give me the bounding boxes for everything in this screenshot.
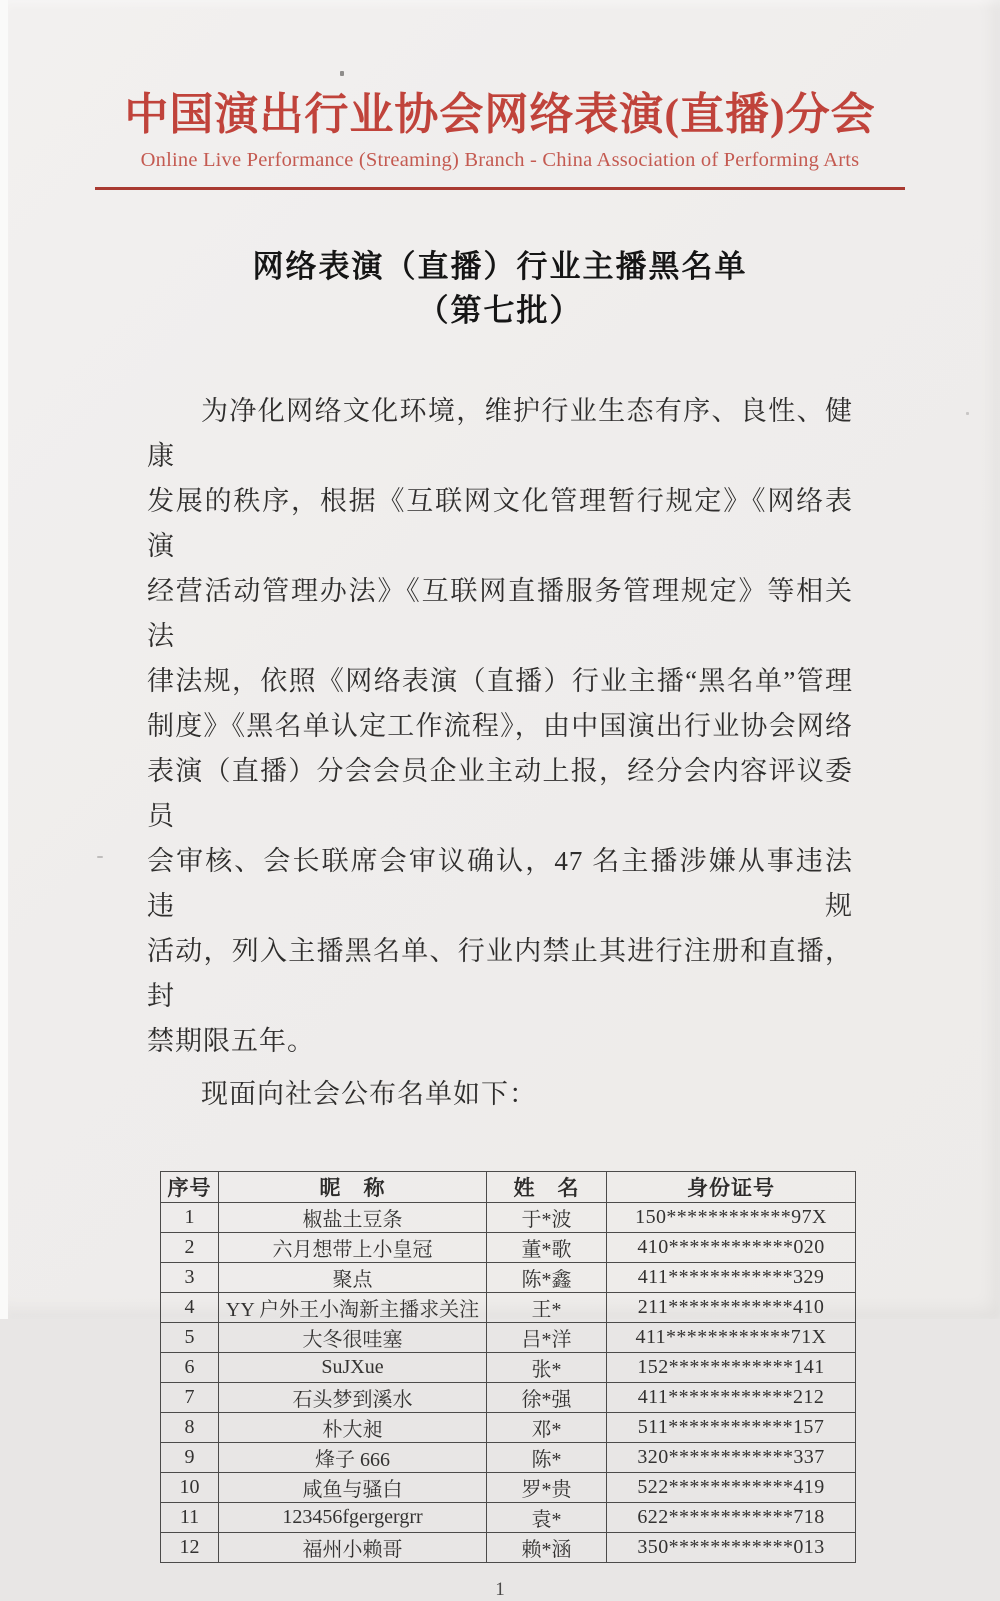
body-line: 制度》《黑名单认定工作流程》，由中国演出行业协会网络 (147, 711, 853, 741)
cell-index: 2 (161, 1233, 219, 1263)
cell-nickname: 咸鱼与骚白 (219, 1473, 487, 1503)
cell-name: 陈*鑫 (487, 1263, 607, 1293)
table-row (161, 1443, 856, 1473)
cell-index: 11 (161, 1503, 219, 1533)
cell-index: 4 (161, 1293, 219, 1323)
cell-index: 8 (161, 1413, 219, 1443)
cell-id-number: 411************212 (607, 1383, 856, 1413)
org-name-english: Online Live Performance (Streaming) Branch - China Association of Performing Arts (140, 149, 860, 171)
cell-id-number: 411************71X (607, 1323, 856, 1353)
table-row (161, 1233, 856, 1263)
cell-index: 9 (161, 1443, 219, 1473)
cell-nickname: 福州小赖哥 (219, 1533, 487, 1563)
org-name-chinese: 中国演出行业协会网络表演(直播)分会 (124, 90, 876, 139)
cell-name: 董*歌 (487, 1233, 607, 1263)
body-line: 表演（直播）分会会员企业主动上报，经分会内容评议委员 (147, 756, 853, 831)
cell-nickname: 六月想带上小皇冠 (219, 1233, 487, 1263)
body-paragraph (147, 389, 853, 1117)
body-line: 经营活动管理办法》《互联网直播服务管理规定》等相关法 (147, 576, 853, 651)
body-line: 禁期限五年。 (147, 1026, 315, 1056)
cell-name: 赖*涵 (487, 1533, 607, 1563)
column-header-name: 姓 名 (487, 1172, 607, 1203)
table-row (161, 1413, 856, 1443)
letterhead-rule (95, 187, 905, 190)
document-title-line1: 网络表演（直播）行业主播黑名单 (252, 249, 748, 284)
cell-name: 罗*贵 (487, 1473, 607, 1503)
cell-index: 10 (161, 1473, 219, 1503)
scan-artifact (340, 71, 344, 76)
table-row (161, 1323, 856, 1353)
cell-id-number: 411************329 (607, 1263, 856, 1293)
cell-name: 吕*洋 (487, 1323, 607, 1353)
cell-name: 徐*强 (487, 1383, 607, 1413)
cell-index: 5 (161, 1323, 219, 1353)
body-line: 活动，列入主播黑名单、行业内禁止其进行注册和直播，封 (147, 936, 853, 1011)
cell-index: 3 (161, 1263, 219, 1293)
scan-edge-strip (0, 0, 8, 1319)
scan-artifact (97, 856, 103, 858)
body-line: 律法规，依照《网络表演（直播）行业主播“黑名单”管理 (147, 666, 853, 696)
cell-nickname: 聚点 (219, 1263, 487, 1293)
announce-line: 现面向社会公布名单如下： (201, 1079, 537, 1109)
document-title (0, 245, 1000, 333)
cell-name: 袁* (487, 1503, 607, 1533)
scan-artifact (966, 412, 969, 415)
table-row (161, 1533, 856, 1563)
cell-id-number: 211************410 (607, 1293, 856, 1323)
table-row (161, 1293, 856, 1323)
cell-nickname: 石头梦到溪水 (219, 1383, 487, 1413)
cell-index: 6 (161, 1353, 219, 1383)
table-row (161, 1503, 856, 1533)
table-row (161, 1203, 856, 1233)
cell-id-number: 350************013 (607, 1533, 856, 1563)
table-row (161, 1353, 856, 1383)
table-row (161, 1473, 856, 1503)
document-title-line2: （第七批） (417, 293, 583, 328)
cell-id-number: 320************337 (607, 1443, 856, 1473)
blacklist-table (160, 1171, 856, 1563)
cell-name: 于*波 (487, 1203, 607, 1233)
column-header-nickname: 昵 称 (219, 1172, 487, 1203)
cell-name: 张* (487, 1353, 607, 1383)
table-row (161, 1383, 856, 1413)
cell-id-number: 150************97X (607, 1203, 856, 1233)
cell-name: 邓* (487, 1413, 607, 1443)
cell-nickname: 大冬很哇塞 (219, 1323, 487, 1353)
cell-name: 王* (487, 1293, 607, 1323)
cell-id-number: 622************718 (607, 1503, 856, 1533)
cell-nickname: 朴大昶 (219, 1413, 487, 1443)
cell-nickname: YY 户外王小淘新主播求关注 (219, 1293, 487, 1323)
column-header-index: 序号 (161, 1172, 219, 1203)
cell-id-number: 511************157 (607, 1413, 856, 1443)
body-line: 发展的秩序，根据《互联网文化管理暂行规定》《网络表演 (147, 486, 853, 561)
cell-index: 12 (161, 1533, 219, 1563)
body-line: 为净化网络文化环境，维护行业生态有序、良性、健康 (147, 396, 853, 471)
cell-index: 1 (161, 1203, 219, 1233)
cell-nickname: SuJXue (219, 1353, 487, 1383)
cell-nickname: 123456fgergergrr (219, 1503, 487, 1533)
table-row (161, 1263, 856, 1293)
cell-id-number: 410************020 (607, 1233, 856, 1263)
cell-nickname: 烽子 666 (219, 1443, 487, 1473)
cell-index: 7 (161, 1383, 219, 1413)
cell-id-number: 522************419 (607, 1473, 856, 1503)
cell-name: 陈* (487, 1443, 607, 1473)
cell-id-number: 152************141 (607, 1353, 856, 1383)
cell-nickname: 椒盐土豆条 (219, 1203, 487, 1233)
body-line: 会审核、会长联席会审议确认，47 名主播涉嫌从事违法违规 (147, 846, 853, 921)
column-header-id: 身份证号 (607, 1172, 856, 1203)
page-number: 1 (495, 1579, 505, 1600)
table-header-row (161, 1172, 856, 1203)
